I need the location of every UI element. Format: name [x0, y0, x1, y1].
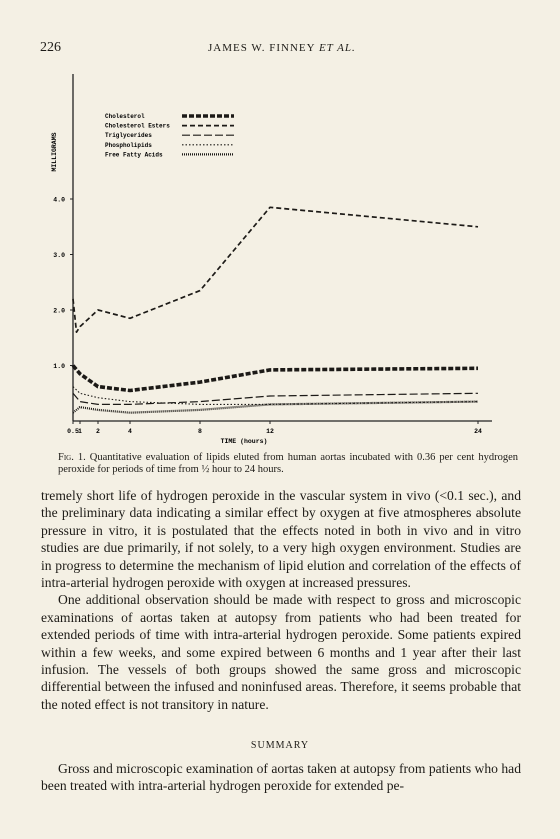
legend-label: Free Fatty Acids	[105, 151, 163, 159]
series-line-cholesterol	[73, 366, 478, 391]
legend-label: Cholesterol Esters	[105, 122, 170, 130]
page-number: 226	[40, 40, 61, 55]
running-head-author: JAMES W. FINNEY	[208, 42, 316, 54]
x-tick-label: 1	[78, 428, 82, 435]
x-tick-label: 2	[96, 428, 100, 435]
y-tick-label: 3.0	[53, 252, 65, 259]
series-line-cholesterol-esters	[73, 207, 478, 332]
paragraph-2: One additional observation should be made with respect to gross and microscopic examinations of aortas taken at autopsy from patients who had been treated for extended periods of time with intra-arterial hydrogen peroxide. Some patients expired within a few weeks, and some expired between 6 months and 1 year after their last infusion. The vessels of both groups showed the same gross and microscopic differential between the infused and noninfused areas. Therefore, it seems probable that the noted effect is not transitory in nature.	[41, 592, 521, 712]
x-axis-label: TIME (hours)	[220, 438, 268, 445]
x-tick-label: 4	[128, 428, 132, 435]
x-tick-label: 8	[198, 428, 202, 435]
caption-label: Fig. 1.	[58, 452, 86, 463]
running-head-etal: ET AL.	[318, 42, 356, 54]
x-tick-label: 0.5	[67, 428, 79, 435]
x-tick-label: 24	[474, 428, 482, 435]
legend-label: Triglycerides	[105, 132, 152, 140]
paragraph-1: tremely short life of hydrogen peroxide in the vascular system in vivo (<0.1 sec.), and the preliminary data indicating a similar effect by oxygen at five atmospheres absolute pressure in vitro, it is postulated that the effects noted in both in vivo and in vitro studies are due primarily, if not solely, to a very high oxygen environment. Studies are in progress to determine the mechanism of lipid elution and correlation of the effects of intra-arterial hydrogen peroxide with oxygen at increased pressures.	[41, 488, 521, 591]
body-text	[41, 487, 521, 713]
caption-text: Quantitative evaluation of lipids eluted from human aortas incubated with 0.36 per cent hydrogen peroxide for periods of time from ½ hour to 24 hours.	[58, 452, 519, 475]
legend-label: Cholesterol	[105, 113, 145, 120]
series-line-free-fatty-acids	[73, 402, 478, 413]
y-tick-label: 2.0	[53, 307, 65, 315]
summary-heading: SUMMARY	[250, 740, 310, 751]
legend-label: Phospholipids	[105, 141, 152, 149]
y-tick-label: 4.0	[53, 196, 65, 204]
summary-body	[41, 760, 521, 795]
paragraph-3: Gross and microscopic examination of aortas taken at autopsy from patients who had been treated with intra-arterial hydrogen peroxide for extended pe-	[41, 761, 521, 794]
figure-caption	[58, 452, 518, 476]
y-tick-label: 1.0	[53, 363, 65, 370]
x-tick-label: 12	[266, 428, 274, 435]
y-axis-label: MILLIGRAMS	[51, 132, 58, 172]
